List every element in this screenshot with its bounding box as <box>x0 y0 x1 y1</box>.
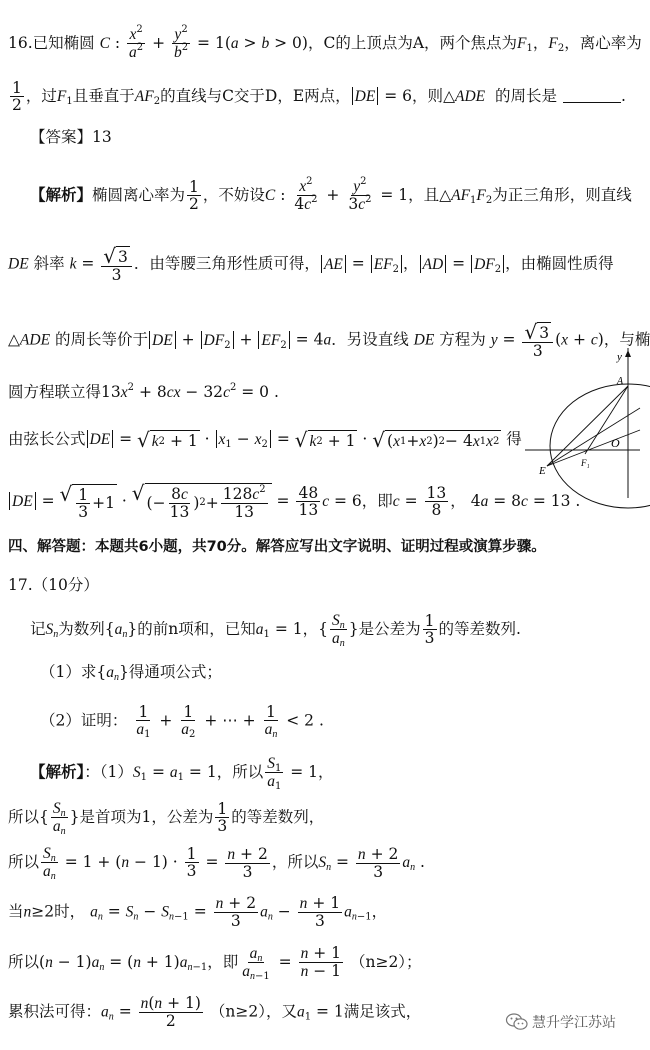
p17-line-3: 当n≥2时， $a_n = S_n - S_{n-1}$ = $\frac{n + 2}{3}$ $a_n$ − $\frac{n + 1}{3}$ $a_{n-1}$， <box>8 894 388 931</box>
ellipse-frac-y: $\frac{y^2}{b^2}$ <box>174 24 189 62</box>
p16-answer: 【答案】13 <box>30 128 112 146</box>
label-f1: F₁ <box>581 458 590 468</box>
watermark <box>506 1012 616 1032</box>
line-e-f2 <box>547 408 640 466</box>
answer-blank <box>563 89 621 103</box>
p17-line-5: 累积法可得：$a_n$ = $\frac{n(n + 1)}{2}$ （n≥2），又$a_1 = 1$满足该式， <box>8 994 422 1031</box>
p17-stem: 记$S_n$为数列$\{a_n\}$的前n项和，已知$a_1 = 1$，{ $\frac{S_n}{a_n}$ }是公差为 $\frac{1}{3}$ 的等差数列. <box>30 612 521 650</box>
line-ea <box>547 386 628 466</box>
p17-q1: （1）求$\{a_n\}$得通项公式； <box>40 663 222 683</box>
label-y: y <box>617 351 622 363</box>
p16-jiexi-4: 圆方程联立得$13x^2 + 8cx - 32c^2 = 0$ . <box>8 382 279 401</box>
p16-jiexi-6: DE = √ $\frac{1}{3}$ +1 · √ (− $\frac{8c}{13}$ ) 2 + $\frac{128c^2}{13}$ = $\frac{48}{13}$ c = 6，即c = $\frac{13}{8}$ ， 4a = 8c = 13 . <box>8 483 580 521</box>
ellipse-frac-x: $\frac{x^2}{a^2}$ <box>129 24 144 62</box>
y-axis-arrow <box>625 350 631 357</box>
ellipse-figure <box>525 348 640 498</box>
p17-jiexi-1: 【解析】：$(1)S_1 = a_1 = 1$，所以 $\frac{S_1}{a_1}$ = 1， <box>30 755 334 793</box>
p17-head: 17.（10分） <box>8 576 99 594</box>
label-a: A <box>617 376 624 387</box>
p16-jiexi-5: 由弦长公式 DE = √ k 2 + 1 · $x_1 - x_2$ = √ k 2 + 1 · √ ( x 1 + x 2 ) 2 − 4 x 1 x 2 得 <box>8 428 522 452</box>
p16-line-2: $\frac{1}{2}$ ，过$F_1$且垂直于$AF_2$的直线与C交于D，E两点， DE = 6，则△ADE 的周长是 . <box>12 79 626 115</box>
p16-jiexi-1: 【解析】椭圆离心率为 $\frac{1}{2}$ ，不妨设C : $\frac{x^2}{4c^2}$ + $\frac{y^2}{3c^2}$ = 1，且$\triangle AF_1F_2$为正三角形，则直线 <box>30 176 632 214</box>
p16-jiexi-2: DE 斜率 k = √ 3 3 ．由等腰三角形性质可得， AE = $EF_2$ ， AD = $DF_2$ ，由椭圆性质得 <box>8 244 614 284</box>
p17-line-4: 所以$(n - 1)a_n = (n + 1)a_{n-1}$，即 $\frac{a_n}{a_{n-1}}$ = $\frac{n + 1}{n - 1}$ （n≥2）； <box>8 944 422 983</box>
section-header: 四、解答题：本题共6小题，共70分。解答应写出文字说明、证明过程或演算步骤。 <box>8 539 546 555</box>
ellipse <box>550 384 650 508</box>
p17-q2: （2）证明： $\frac{1}{a_1}$ + $\frac{1}{a_2}$ + ⋯ + $\frac{1}{a_n}$ < 2 . <box>40 703 324 741</box>
line-de <box>547 430 640 466</box>
p16-jiexi-3: △ADE 的周长等价于 DE + $DF_2 + EF_2 = 4a$．另设直线 DE 方程为 y = √ 3 3 (x + c)，与椭 <box>8 320 650 360</box>
p17-line-1: 所以{ $\frac{S_n}{a_n}$ }是首项为1，公差为 $\frac{1}{3}$ 的等差数列， <box>8 800 325 838</box>
watermark-text: 慧升学江苏站 <box>532 1015 616 1031</box>
label-e: E <box>539 465 546 477</box>
p17-line-2: 所以 $\frac{S_n}{a_n}$ = 1 + (n − 1) · $\frac{1}{3}$ = $\frac{n + 2}{3}$ ，所以$S_n$ = $\frac{n + 2}{3}$ $a_n$ . <box>8 844 425 883</box>
label-o: O <box>611 436 620 450</box>
wechat-icon <box>506 1013 528 1031</box>
p16-line-1: 16.已知椭圆 C : $\frac{x^2}{a^2}$ + $\frac{y^2}{b^2}$ = 1(a > b > 0)，C的上顶点为A，两个焦点为$F_1$，$F_2$，离心率为 <box>8 24 642 62</box>
